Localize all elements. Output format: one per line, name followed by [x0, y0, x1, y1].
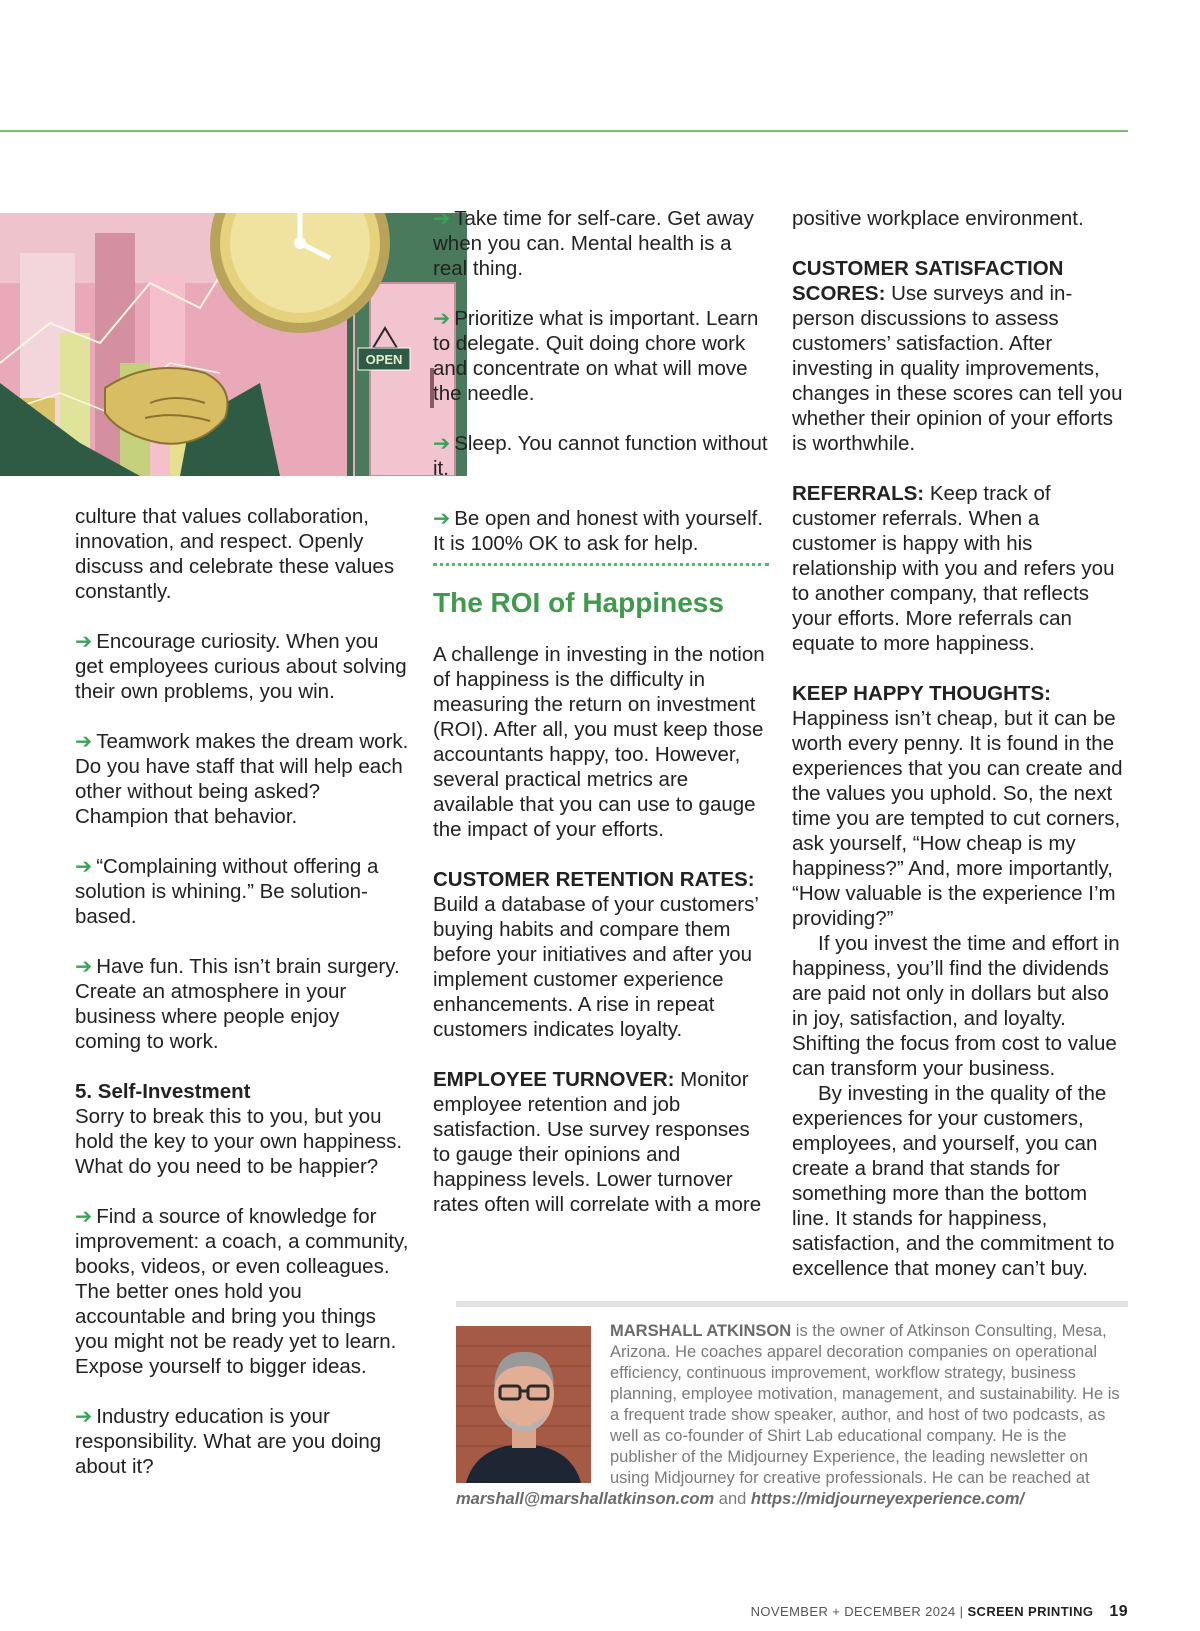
- metric-referrals: [792, 481, 1128, 656]
- metric-label: CUSTOMER SATISFACTION SCORES:: [792, 257, 1064, 305]
- paragraph: Sorry to break this to you, but you hold the key to your own happiness. What do you need to be happier?: [75, 1105, 403, 1178]
- bullet-item: [75, 1404, 411, 1479]
- metric-label: REFERRALS:: [792, 482, 925, 505]
- metric-turnover: [433, 1067, 769, 1217]
- publication-name: SCREEN PRINTING: [967, 1604, 1094, 1619]
- bullet-text: Find a source of knowledge for improvement: a coach, a community, books, videos, or even colleagues. The better ones hold you accountable and bring you things you might not be ready yet to learn. Expose yourself to bigger ideas.: [75, 1205, 409, 1378]
- metric-text: Keep track of customer referrals. When a customer is happy with his relationship with you and refers you to another company, that reflects your efforts. More referrals can equate to more happiness.: [792, 482, 1115, 655]
- bullet-item: [75, 954, 411, 1054]
- metric-text: Use surveys and in-person discussions to assess customers’ satisfaction. After investing in quality improvements, changes in these scores can tell you whether their opinion of your efforts is worthwhile.: [792, 282, 1123, 455]
- metric-text: Monitor employee retention and job satisfaction. Use survey responses to gauge their opinions and happiness levels. Lower turnover rates often will correlate with a more: [433, 1068, 762, 1216]
- bullet-text: Teamwork makes the dream work. Do you have staff that will help each other without being asked? Champion that behavior.: [75, 730, 409, 828]
- arrow-right-icon: ➔: [433, 307, 451, 330]
- bullet-text: Have fun. This isn’t brain surgery. Create an atmosphere in your business where people enjoy coming to work.: [75, 955, 400, 1053]
- metric-happy-thoughts: [792, 681, 1128, 931]
- metric-satisfaction: [792, 256, 1128, 456]
- bullet-text: Sleep. You cannot function without it.: [433, 432, 768, 480]
- section-heading-roi: The ROI of Happiness: [433, 587, 724, 618]
- bio-divider: [456, 1301, 1128, 1307]
- author-name: MARSHALL ATKINSON: [610, 1322, 792, 1340]
- bullet-text: Encourage curiosity. When you get employees curious about solving their own problems, you win.: [75, 630, 407, 703]
- bullet-item: [75, 1204, 411, 1379]
- author-website-link[interactable]: https://midjourneyexperience.com/: [750, 1490, 1025, 1508]
- author-email-link[interactable]: marshall@marshallatkinson.com: [456, 1490, 715, 1508]
- bullet-text: “Complaining without offering a solution is whining.” Be solution-based.: [75, 855, 379, 928]
- author-bio: [456, 1321, 1128, 1510]
- bullet-item: [433, 206, 769, 281]
- paragraph: If you invest the time and effort in happiness, you’ll find the dividends are paid not only in dollars but also in joy, satisfaction, and loyalty. Shifting the focus from cost to value can transform your business.: [792, 932, 1120, 1080]
- page-footer: [751, 1603, 1128, 1621]
- metric-retention: [433, 867, 769, 1042]
- open-sign-text: OPEN: [365, 352, 403, 367]
- bullet-item: [433, 306, 769, 406]
- metric-label: KEEP HAPPY THOUGHTS:: [792, 682, 1051, 705]
- dotted-divider: [433, 563, 769, 566]
- bullet-text: Industry education is your responsibility. What are you doing about it?: [75, 1405, 382, 1478]
- arrow-right-icon: ➔: [433, 507, 451, 530]
- arrow-right-icon: ➔: [433, 207, 451, 230]
- metric-text: Happiness isn’t cheap, but it can be worth every penny. It is found in the experiences that you can create and the values you uphold. So, the next time you are tempted to cut corners, ask yourself, “How cheap is my happiness?” And, more importantly, “How valuable is the experience I’m providing?”: [792, 707, 1123, 930]
- arrow-right-icon: ➔: [75, 730, 93, 753]
- bullet-item: [75, 629, 411, 704]
- arrow-right-icon: ➔: [75, 1405, 93, 1428]
- metric-text: Build a database of your customers’ buying habits and compare them before your initiatives and after you implement customer experience enhancements. A rise in repeat customers indicates loyalty.: [433, 893, 759, 1041]
- paragraph: A challenge in investing in the notion of happiness is the difficulty in measuring the return on investment (ROI). After all, you must keep those accountants happy, too. However, several practical metrics are available that you can use to gauge the impact of your efforts.: [433, 643, 765, 841]
- handshake-clock-illustration: [0, 213, 467, 476]
- paragraph: positive workplace environment.: [792, 207, 1084, 230]
- arrow-right-icon: ➔: [75, 630, 93, 653]
- top-green-rule: [0, 130, 1128, 132]
- paragraph: culture that values collaboration, innovation, and respect. Openly discuss and celebrate these values constantly.: [75, 505, 395, 603]
- arrow-right-icon: ➔: [75, 855, 93, 878]
- column-3: [792, 206, 1128, 1281]
- arrow-right-icon: ➔: [75, 955, 93, 978]
- paragraph: By investing in the quality of the experiences for your customers, employees, and yourself, you can create a brand that stands for something more than the bottom line. It stands for happiness, satisfaction, and the commitment to excellence that money can’t buy.: [792, 1082, 1115, 1280]
- bullet-text: Be open and honest with yourself. It is 100% OK to ask for help.: [433, 507, 764, 555]
- bullet-item: [433, 431, 769, 481]
- section-heading-self-investment: 5. Self-Investment: [75, 1080, 251, 1103]
- bullet-text: Prioritize what is important. Learn to delegate. Quit doing chore work and concentrate on what will move the needle.: [433, 307, 759, 405]
- bullet-text: Take time for self-care. Get away when you can. Mental health is a real thing.: [433, 207, 754, 280]
- bullet-item: [75, 854, 411, 929]
- column-1: [75, 504, 411, 1504]
- arrow-right-icon: ➔: [433, 432, 451, 455]
- bullet-item: [433, 506, 769, 556]
- metric-label: EMPLOYEE TURNOVER:: [433, 1068, 675, 1091]
- bio-text: is the owner of Atkinson Consulting, Mesa, Arizona. He coaches apparel decoration companies on operational efficiency, continuous improvement, workflow strategy, business planning, employee motivation, management, and sustainability. He is a frequent trade show speaker, author, and host of two podcasts, as well as co-founder of Shirt Lab educational company. He is the publisher of the Midjourney Experience, the leading newsletter on using Midjourney for creative professionals. He can be reached at: [610, 1322, 1120, 1487]
- column-2: [433, 206, 769, 1217]
- bio-and: and: [718, 1490, 747, 1508]
- metric-label: CUSTOMER RETENTION RATES:: [433, 868, 755, 891]
- page-number: 19: [1109, 1603, 1128, 1620]
- issue-date: NOVEMBER + DECEMBER 2024 |: [750, 1604, 964, 1619]
- bullet-item: [75, 729, 411, 829]
- arrow-right-icon: ➔: [75, 1205, 93, 1228]
